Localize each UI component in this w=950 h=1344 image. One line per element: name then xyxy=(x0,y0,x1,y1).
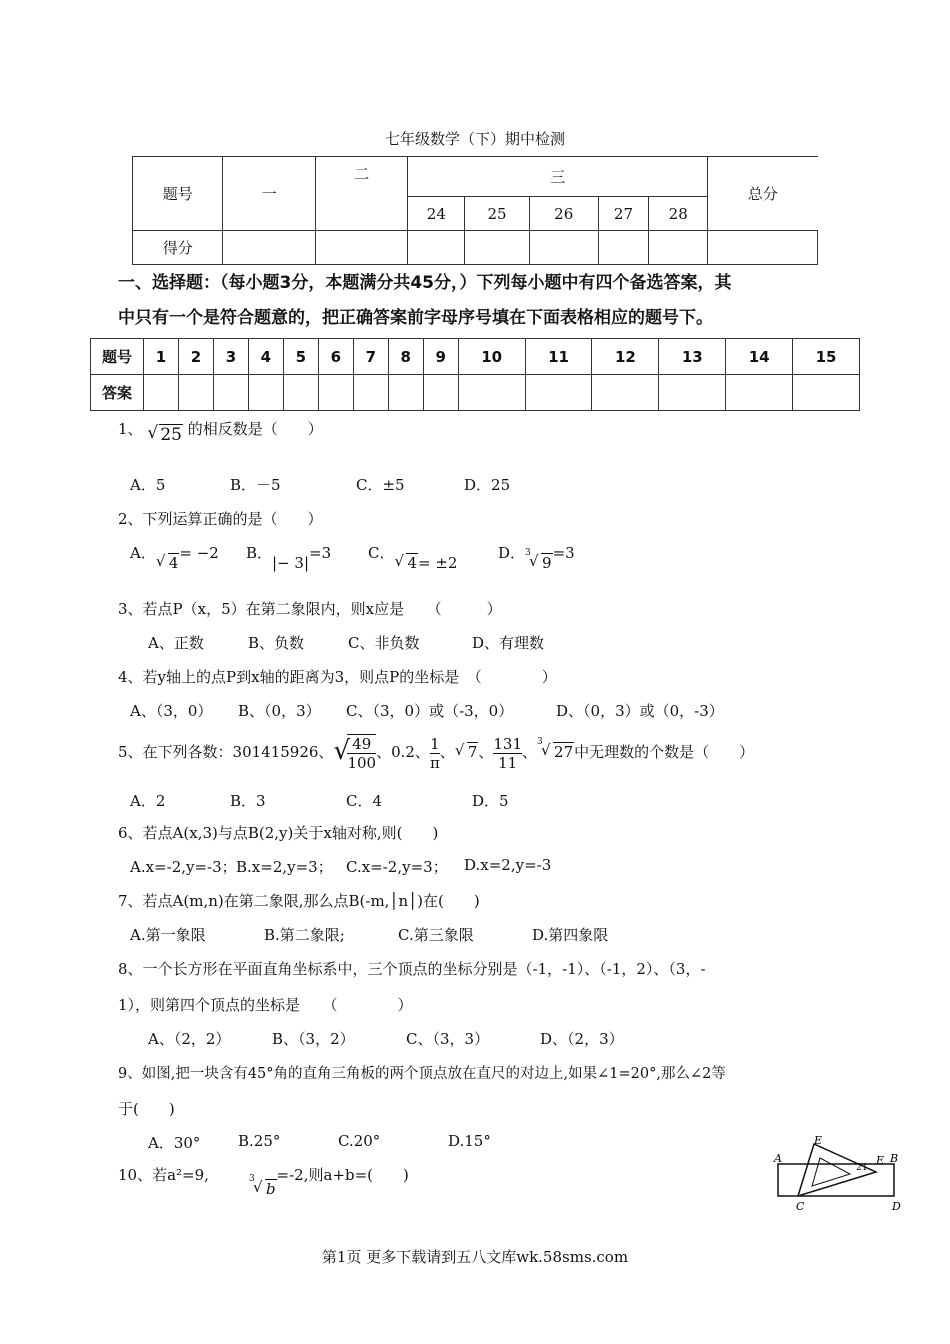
score-cell[interactable] xyxy=(465,231,530,265)
answer-input-cell[interactable] xyxy=(144,375,179,411)
score-table xyxy=(132,156,818,265)
answer-number-cell: 11 xyxy=(525,339,592,375)
q8-option-d: D、（2，3） xyxy=(540,1030,624,1048)
q5-frac1-den: 100 xyxy=(347,754,377,772)
q5-option-b: B．3 xyxy=(230,792,266,810)
score-header-section2: 二 xyxy=(315,157,407,231)
q2-b-rest: =3 xyxy=(309,544,332,562)
q3-option-c: C、非负数 xyxy=(348,634,420,652)
answer-input-cell[interactable] xyxy=(525,375,592,411)
q2-option-b xyxy=(246,542,332,572)
q1-sqrt: √ 25 xyxy=(147,423,182,445)
q5-sep2: 、 xyxy=(478,743,494,761)
answer-number-cell: 14 xyxy=(726,339,793,375)
q2-b-expr: |− 3| xyxy=(272,554,310,572)
score-cell[interactable] xyxy=(598,231,649,265)
score-header-section1: 一 xyxy=(223,157,315,231)
label-a: A xyxy=(774,1152,782,1165)
question-7: 7、若点A(m,n)在第二象限,那么点B(-m,│n│)在( ) xyxy=(118,892,480,910)
q5-frac2-num: 1 xyxy=(430,734,440,753)
score-col-25: 25 xyxy=(465,197,530,231)
answer-number-cell: 15 xyxy=(793,339,860,375)
q2-a-radicand: 4 xyxy=(168,554,179,572)
q4-option-a: A、（3，0） xyxy=(130,702,213,720)
page-title: 七年级数学（下）期中检测 xyxy=(384,130,565,148)
label-angle-2: 2 xyxy=(856,1163,862,1173)
q2-option-d xyxy=(498,542,575,572)
answer-input-cell[interactable] xyxy=(793,375,860,411)
q5-suffix: 中无理数的个数是（ ） xyxy=(574,743,755,761)
q1-option-d: D．25 xyxy=(464,476,511,494)
q2-d-radicand: 9 xyxy=(542,554,552,572)
q10-prefix: 10、若a²=9, xyxy=(118,1166,209,1184)
score-col-27: 27 xyxy=(598,197,649,231)
answer-input-cell[interactable] xyxy=(726,375,793,411)
answer-row-label-number: 题号 xyxy=(91,339,144,375)
question-10 xyxy=(118,1164,409,1198)
q2-d-rest: =3 xyxy=(552,544,575,562)
q5-option-a: A．2 xyxy=(130,792,166,810)
q2-a-sqrt: √ 4 xyxy=(155,552,179,572)
q10-suffix: =-2,则a+b=( ) xyxy=(276,1166,409,1184)
label-b: B xyxy=(890,1152,899,1165)
q6-option-a: A.x=-2,y=-3； xyxy=(130,858,237,876)
question-9-line1: 9、如图,把一块含有45°角的直角三角板的两个顶点放在直尺的对边上,如果∠1=20°,那么∠2等 xyxy=(118,1066,726,1082)
answer-input-cell[interactable] xyxy=(178,375,213,411)
q4-option-c: C、（3，0）或（-3，0） xyxy=(346,702,514,720)
q6-option-c: C.x=-2,y=3； xyxy=(346,858,448,876)
q5-prefix: 5、在下列各数：301415926、 xyxy=(118,743,334,761)
q5-sqrt7: √ 7 xyxy=(454,741,478,761)
q6-option-b: B.x=2,y=3； xyxy=(236,858,333,876)
answer-input-cell[interactable] xyxy=(248,375,283,411)
q3-option-a: A、正数 xyxy=(148,634,204,652)
q1-radicand: 25 xyxy=(160,425,182,445)
answer-number-cell: 13 xyxy=(659,339,726,375)
ruler-triangle-figure xyxy=(770,1136,910,1216)
answer-number-cell: 5 xyxy=(283,339,318,375)
q9-option-b: B.25° xyxy=(238,1132,281,1150)
question-5 xyxy=(118,734,754,772)
score-cell[interactable] xyxy=(529,231,598,265)
answer-number-cell: 12 xyxy=(592,339,659,375)
q5-frac1-num: 49 xyxy=(347,735,376,754)
q3-option-d: D、有理数 xyxy=(472,634,545,652)
answer-number-cell: 4 xyxy=(248,339,283,375)
label-e-top: E xyxy=(814,1136,823,1147)
q7-option-b: B.第二象限; xyxy=(264,926,345,944)
q2-c-radicand: 4 xyxy=(407,554,418,572)
answer-table xyxy=(90,338,860,411)
q1-option-b: B．－5 xyxy=(230,476,281,494)
q2-d-cbrt: 3 √ 9 xyxy=(525,548,552,572)
q7-option-d: D.第四象限 xyxy=(532,926,609,944)
question-6: 6、若点A(x,3)与点B(2,y)关于x轴对称,则( ) xyxy=(118,824,439,842)
score-cell[interactable] xyxy=(649,231,708,265)
score-cell[interactable] xyxy=(315,231,407,265)
q8-option-a: A、（2，2） xyxy=(148,1030,231,1048)
answer-input-cell[interactable] xyxy=(458,375,525,411)
question-3: 3、若点P（x，5）在第二象限内，则x应是 （ ） xyxy=(118,600,502,618)
label-d: D xyxy=(892,1200,901,1213)
q1-option-c: C．±5 xyxy=(356,476,405,494)
q2-c-rest: = ±2 xyxy=(418,554,458,572)
answer-input-cell[interactable] xyxy=(283,375,318,411)
q10-radicand: b xyxy=(265,1180,276,1198)
question-4: 4、若y轴上的点P到x轴的距离为3，则点P的坐标是 （ ） xyxy=(118,668,557,686)
q5-frac3-num: 131 xyxy=(493,734,523,753)
q5-frac2-den: π xyxy=(429,753,440,772)
q4-option-d: D、（0，3）或（0，-3） xyxy=(556,702,724,720)
q5-rad7: 7 xyxy=(467,743,478,761)
q5-frac3 xyxy=(493,735,522,772)
answer-number-cell: 1 xyxy=(144,339,179,375)
answer-input-cell[interactable] xyxy=(659,375,726,411)
q8-option-b: B、（3，2） xyxy=(272,1030,355,1048)
answer-input-cell[interactable] xyxy=(423,375,458,411)
score-row-label: 得分 xyxy=(133,231,223,265)
q5-cube-rad: 27 xyxy=(554,743,574,761)
label-e-right: E xyxy=(876,1154,885,1167)
score-cell[interactable] xyxy=(408,231,465,265)
score-header-total: 总分 xyxy=(708,157,818,231)
q2-d-index: 3 xyxy=(525,548,531,558)
q10-cube-index: 3 xyxy=(248,1174,255,1184)
section1-line2: 中只有一个是符合题意的，把正确答案前字母序号填在下面表格相应的题号下。 xyxy=(118,308,713,328)
answer-number-cell: 10 xyxy=(458,339,525,375)
q2-b-label: B． xyxy=(246,544,273,562)
q2-c-sqrt: √ 4 xyxy=(394,552,418,572)
q7-option-a: A.第一象限 xyxy=(130,926,206,944)
q5-sep1: 、 xyxy=(439,743,455,761)
q9-option-d: D.15° xyxy=(448,1132,491,1150)
q2-d-label: D． xyxy=(498,544,526,562)
q10-cbrt: 3 √ b xyxy=(248,1174,276,1198)
q9-option-c: C.20° xyxy=(338,1132,381,1150)
section1-line1: 一、选择题：（每小题3分，本题满分共45分，）下列每小题中有四个备选答案，其 xyxy=(118,273,732,293)
answer-number-cell: 6 xyxy=(318,339,353,375)
answer-input-cell[interactable] xyxy=(353,375,388,411)
question-8-line2: 1），则第四个顶点的坐标是 （ ） xyxy=(118,996,413,1014)
score-col-26: 26 xyxy=(529,197,598,231)
score-col-24: 24 xyxy=(408,197,465,231)
score-cell[interactable] xyxy=(708,231,818,265)
q5-frac3-den: 11 xyxy=(498,753,518,772)
q2-c-label: C． xyxy=(368,544,395,562)
q2-option-c xyxy=(368,542,458,572)
q6-option-d: D.x=2,y=-3 xyxy=(464,856,552,874)
q2-a-label: A． xyxy=(130,544,156,562)
q1-prefix: 1、 xyxy=(118,420,143,438)
q2-a-rest: = −2 xyxy=(179,544,219,562)
q8-option-c: C、（3，3） xyxy=(406,1030,490,1048)
answer-input-cell[interactable] xyxy=(388,375,423,411)
q4-option-b: B、（0，3） xyxy=(238,702,321,720)
score-col-28: 28 xyxy=(649,197,708,231)
q5-sep3: 、 xyxy=(522,743,538,761)
q5-cbrt27: 3 √ 27 xyxy=(537,737,574,761)
answer-input-cell[interactable] xyxy=(592,375,659,411)
q5-option-d: D．5 xyxy=(472,792,509,810)
q7-option-c: C.第三象限 xyxy=(398,926,474,944)
q5-cube-index: 3 xyxy=(537,737,543,747)
answer-number-cell: 3 xyxy=(213,339,248,375)
ruler-rect xyxy=(778,1164,894,1196)
question-2: 2、下列运算正确的是（ ） xyxy=(118,510,323,528)
question-1 xyxy=(118,418,323,445)
score-cell[interactable] xyxy=(223,231,315,265)
answer-number-cell: 8 xyxy=(388,339,423,375)
q5-sqrt-frac: √ $\frac{49}{100}$ xyxy=(333,735,377,772)
answer-input-cell[interactable] xyxy=(213,375,248,411)
answer-row-label-answer: 答案 xyxy=(91,375,144,411)
question-8-line1: 8、一个长方形在平面直角坐标系中，三个顶点的坐标分别是（-1，-1）、（-1，2）、（3，- xyxy=(118,960,706,978)
q9-option-a: A．30° xyxy=(148,1134,201,1152)
score-header-section3: 三 xyxy=(408,157,708,197)
q5-mid1: 、0.2、 xyxy=(376,743,430,761)
q2-option-a xyxy=(130,542,219,572)
q5-frac2 xyxy=(430,735,440,772)
score-header-number: 题号 xyxy=(133,157,223,231)
q5-option-c: C．4 xyxy=(346,792,383,810)
q1-text: 的相反数是（ ） xyxy=(187,420,323,438)
answer-number-cell: 7 xyxy=(353,339,388,375)
answer-number-cell: 9 xyxy=(423,339,458,375)
question-9-line2: 于( ) xyxy=(118,1100,175,1118)
label-angle-1: 1 xyxy=(862,1163,868,1173)
answer-input-cell[interactable] xyxy=(318,375,353,411)
q1-option-a: A．5 xyxy=(130,476,166,494)
label-c: C xyxy=(796,1200,805,1213)
page-footer: 第1页 更多下载请到五八文库wk.58sms.com xyxy=(321,1248,629,1266)
q3-option-b: B、负数 xyxy=(248,634,305,652)
answer-number-cell: 2 xyxy=(178,339,213,375)
